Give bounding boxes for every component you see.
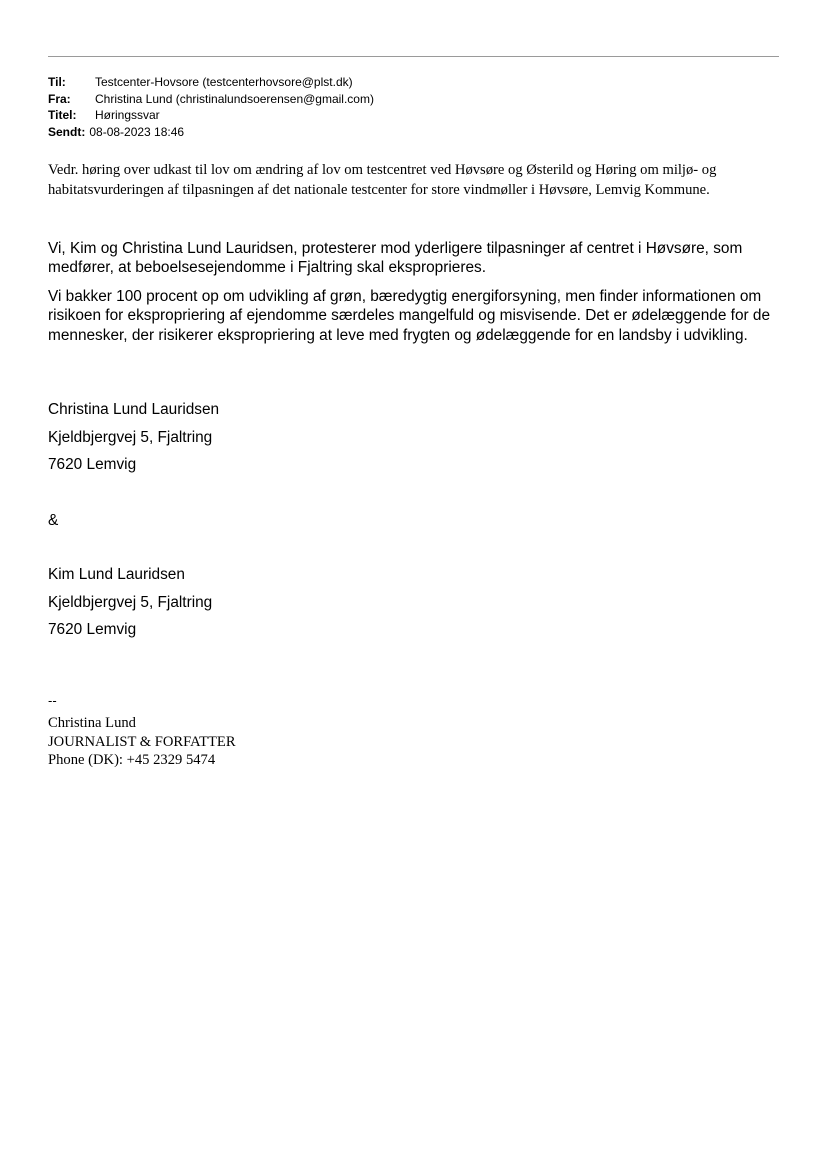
sender-2-city: 7620 Lemvig — [48, 621, 137, 639]
body-paragraph-1: Vi, Kim og Christina Lund Lauridsen, protesterer mod yderligere tilpasninger af centret i Høvsøre, som medfører, at beboelsesejendomme i Fjaltring skal eksproprieres. — [48, 240, 743, 277]
sender-1-city: 7620 Lemvig — [48, 456, 137, 474]
signature-name: Christina Lund — [48, 715, 136, 731]
ampersand: & — [48, 512, 59, 529]
to-value: Testcenter-Hovsore (testcenterhovsore@plst.dk) — [95, 75, 353, 89]
sent-label: Sendt: — [48, 124, 86, 139]
body-paragraph-2: Vi bakker 100 procent op om udvikling af grøn, bæredygtig energiforsyning, men finder informationen om risikoen for ekspropriering af ejendomme særdeles mangelfuld og misvisende. Det er ødelæggende for de mennesker, der risikerer ekspropriering at leve med frygten og ødelæggende for en landsby i udvikling. — [48, 288, 771, 344]
sender-1-street: Kjeldbjergvej 5, Fjaltring — [48, 428, 213, 446]
from-value: Christina Lund (christinalundsoerensen@gmail.com) — [95, 91, 374, 106]
intro-paragraph: Vedr. høring over udkast til lov om ændring af lov om testcentret ved Høvsøre og Østerild og Høring om miljø- og habitatsvurderingen af tilpasningen af det nationale testcenter for store vindmøller i Høvsøre, Lemvig Kommune. — [48, 162, 717, 198]
sender-address-2 — [48, 561, 212, 644]
signature-separator: -- — [48, 693, 57, 708]
from-label: Fra: — [48, 91, 71, 106]
sent-row — [48, 124, 374, 141]
subject-value: Høringssvar — [95, 108, 160, 122]
signature-title: JOURNALIST & FORFATTER — [48, 733, 236, 750]
sender-2-name: Kim Lund Lauridsen — [48, 566, 185, 583]
from-row — [48, 91, 374, 108]
email-signature — [48, 714, 236, 770]
sender-address-1 — [48, 396, 219, 479]
sender-2-street: Kjeldbjergvej 5, Fjaltring — [48, 593, 213, 611]
to-label: Til: — [48, 75, 66, 89]
to-row — [48, 74, 374, 91]
subject-label: Titel: — [48, 108, 77, 122]
signature-phone: Phone (DK): +45 2329 5474 — [48, 752, 216, 769]
sent-value: 08-08-2023 18:46 — [89, 124, 185, 139]
email-header — [48, 74, 374, 140]
header-divider — [48, 56, 779, 57]
subject-row — [48, 107, 374, 124]
sender-1-name: Christina Lund Lauridsen — [48, 401, 220, 418]
